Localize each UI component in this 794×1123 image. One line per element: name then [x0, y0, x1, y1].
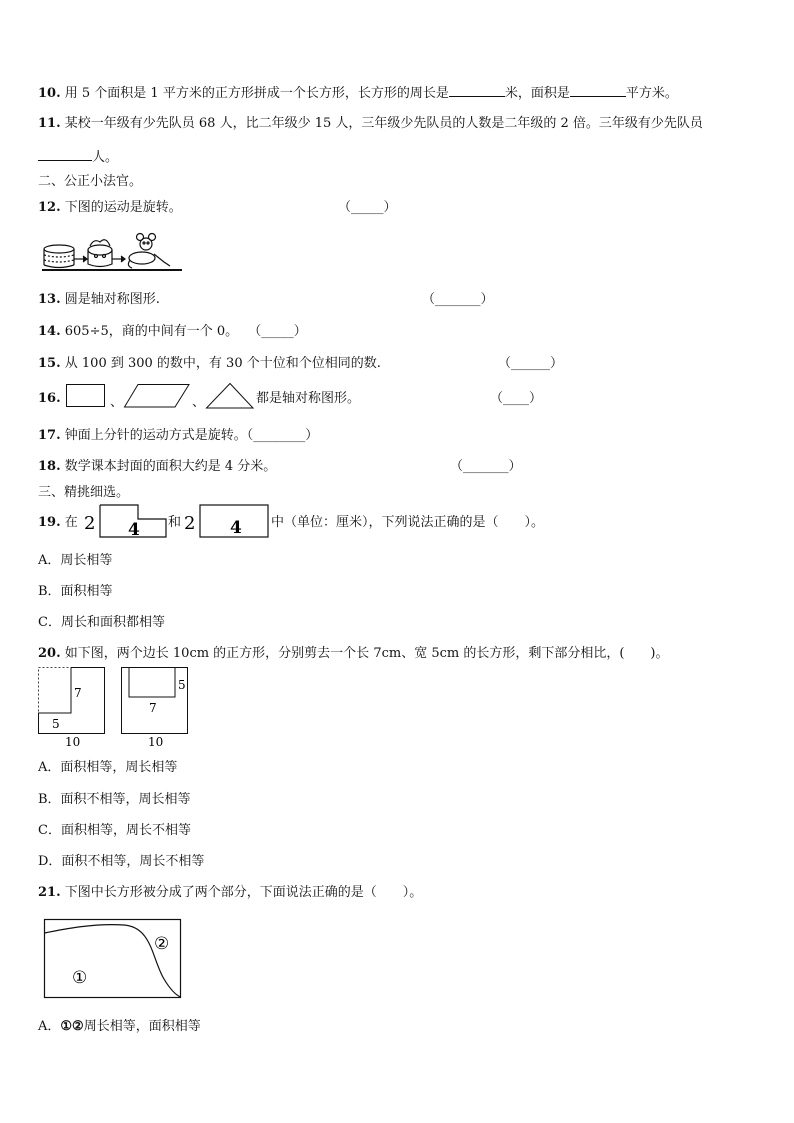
- answer-paren[interactable]: （_____）: [248, 324, 307, 339]
- question-number: 19.: [38, 515, 61, 530]
- area-label: 4: [128, 520, 140, 540]
- question-number: 20.: [38, 646, 61, 661]
- q20-figure-1: [38, 667, 108, 747]
- question-12: [38, 200, 182, 216]
- answer-blank[interactable]: [570, 84, 626, 97]
- question-text: 米，面积是: [504, 86, 570, 101]
- answer-paren[interactable]: （________）: [246, 428, 319, 443]
- question-18: [38, 459, 276, 475]
- area-label: 4: [230, 518, 242, 538]
- answer-paren[interactable]: （_______）: [422, 292, 494, 307]
- question-number: 11.: [38, 116, 61, 131]
- answer-blank[interactable]: [38, 148, 92, 161]
- question-number: 16.: [38, 391, 61, 406]
- option-b[interactable]: B．面积相等: [38, 584, 113, 599]
- question-text: 下图的运动是旋转。: [64, 200, 182, 215]
- region-marks: ①②: [60, 1019, 84, 1034]
- question-text: 数学课本封面的面积大约是 4 分米。: [64, 459, 277, 474]
- question-text: 下图中长方形被分成了两个部分，下面说法正确的是（ ）。: [64, 885, 423, 900]
- shape-parallelogram: [124, 384, 190, 408]
- question-19: [38, 515, 78, 531]
- width-label: 5: [52, 717, 60, 731]
- bottom-label: 10: [65, 735, 81, 749]
- question-text: 和: [168, 515, 182, 530]
- question-text: 中（单位：厘米），下列说法正确的是（ ）。: [271, 515, 545, 530]
- q19-figure-1: [82, 503, 168, 539]
- bottom-label: 10: [148, 735, 164, 749]
- section-heading-3: 三、精挑细选。: [38, 485, 130, 500]
- question-17: [38, 428, 318, 444]
- question-13: [38, 292, 160, 308]
- question-text: 从 100 到 300 的数中，有 30 个十位和个位相同的数.: [64, 356, 381, 371]
- region-label: ①: [72, 968, 88, 988]
- question-number: 15.: [38, 356, 61, 371]
- answer-paren[interactable]: （______）: [498, 356, 564, 371]
- option-a[interactable]: A．周长相等: [38, 553, 113, 568]
- shape-triangle: [206, 383, 254, 409]
- region-label: ②: [154, 934, 170, 954]
- question-21: [38, 885, 422, 901]
- option-d[interactable]: D．面积不相等，周长不相等: [38, 854, 205, 869]
- option-c[interactable]: C．面积相等，周长不相等: [38, 823, 191, 838]
- option-b[interactable]: B．面积不相等，周长相等: [38, 792, 191, 807]
- question-text: 都是轴对称图形。: [256, 391, 361, 406]
- question-number: 18.: [38, 459, 61, 474]
- separator: 、: [192, 395, 206, 410]
- question-text: 人。: [92, 150, 119, 165]
- question-14: [38, 324, 307, 340]
- height-label: 7: [74, 686, 82, 700]
- question-number: 17.: [38, 428, 61, 443]
- question-text: 钟面上分针的运动方式是旋转。: [64, 428, 247, 443]
- question-number: 13.: [38, 292, 61, 307]
- option-a[interactable]: [38, 1019, 201, 1035]
- question-text: 605÷5，商的中间有一个 0。: [64, 324, 239, 339]
- question-number: 12.: [38, 200, 61, 215]
- option-c[interactable]: C．周长和面积都相等: [38, 615, 165, 630]
- side-label: 2: [84, 513, 96, 534]
- side-label: 2: [184, 513, 196, 534]
- separator: 、: [110, 395, 124, 410]
- question-text: 某校一年级有少先队员 68 人，比二年级少 15 人，三年级少先队员的人数是二年级的 2 倍。三年级有少先队员: [64, 116, 703, 131]
- question-15: [38, 356, 381, 372]
- question-number: 14.: [38, 324, 61, 339]
- option-label: A．: [38, 1019, 61, 1034]
- answer-paren[interactable]: （_______）: [450, 459, 522, 474]
- q20-figure-2: [121, 667, 191, 747]
- option-text: 周长相等，面积相等: [83, 1019, 201, 1034]
- question-16: [38, 391, 61, 407]
- question-text: 在: [64, 515, 78, 530]
- question-number: 10.: [38, 86, 61, 101]
- question-text: 用 5 个面积是 1 平方米的正方形拼成一个长方形，长方形的周长是: [64, 86, 449, 101]
- question-10: [38, 84, 678, 102]
- question-text: 如下图，两个边长 10cm 的正方形，分别剪去一个长 7cm、宽 5cm 的长方形，剩下部分相比，( )。: [64, 646, 669, 661]
- answer-blank[interactable]: [449, 84, 505, 97]
- motion-illustration: [42, 232, 182, 272]
- section-heading-2: 二、公正小法官。: [38, 174, 143, 189]
- question-20: [38, 646, 668, 662]
- question-text: 圆是轴对称图形.: [64, 292, 160, 307]
- option-a[interactable]: A．面积相等，周长相等: [38, 760, 178, 775]
- question-11: [38, 116, 703, 132]
- question-number: 21.: [38, 885, 61, 900]
- width-label: 7: [149, 701, 157, 715]
- answer-paren[interactable]: （____）: [490, 391, 543, 406]
- answer-paren[interactable]: （_____）: [338, 200, 397, 215]
- q21-figure: [44, 919, 184, 1001]
- height-label: 5: [178, 678, 186, 692]
- question-11-line2: [38, 148, 118, 166]
- question-text: 平方米。: [625, 86, 678, 101]
- q19-figure-2: [182, 503, 270, 539]
- shape-rectangle: [66, 384, 106, 408]
